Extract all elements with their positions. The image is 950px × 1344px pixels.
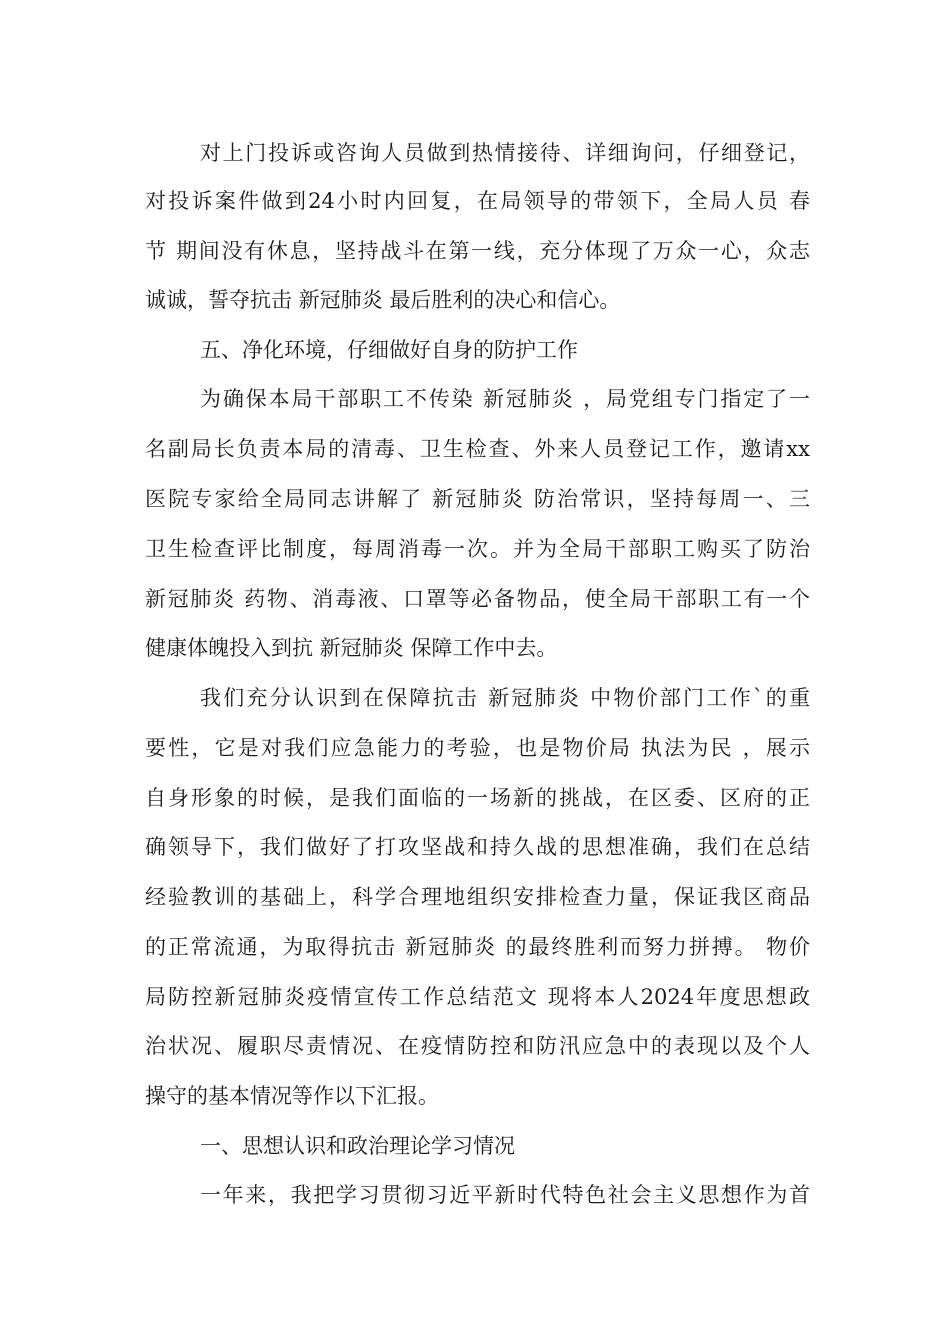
paragraph-line: 医院专家给全局同志讲解了 新冠肺炎 防治常识，坚持每周一、三	[145, 487, 810, 511]
paragraph-line: 治状况、履职尽责情况、在疫情防控和防汛应急中的表现以及个人	[145, 1034, 810, 1058]
paragraph-line: 经验教训的基础上，科学合理地组织安排检查力量，保证我区商品	[145, 885, 810, 909]
section-heading: 五、净化环境，仔细做好自身的防护工作	[200, 338, 578, 362]
paragraph-line: 要性，它是对我们应急能力的考验，也是物价局 执法为民 ，展示	[145, 736, 810, 760]
paragraph-line: 自身形象的时候，是我们面临的一场新的挑战，在区委、区府的正	[145, 786, 810, 810]
paragraph-line: 我们充分认识到在保障抗击 新冠肺炎 中物价部门工作`的重	[200, 686, 810, 710]
paragraph-line: 确领导下，我们做好了打攻坚战和持久战的思想准确，我们在总结	[145, 835, 810, 859]
paragraph-line: 对上门投诉或咨询人员做到热情接待、详细询问，仔细登记，	[200, 141, 810, 165]
paragraph-line: 节 期间没有休息，坚持战斗在第一线，充分体现了万众一心，众志	[145, 239, 810, 263]
paragraph-line: 名副局长负责本局的清毒、卫生检查、外来人员登记工作，邀请xx	[145, 437, 810, 461]
paragraph-line: 健康体魄投入到抗 新冠肺炎 保障工作中去。	[145, 636, 558, 660]
paragraph-line: 诚诚，誓夺抗击 新冠肺炎 最后胜利的决心和信心。	[145, 288, 621, 312]
paragraph-line: 操守的基本情况等作以下汇报。	[145, 1084, 439, 1108]
paragraph-line: 的正常流通，为取得抗击 新冠肺炎 的最终胜利而努力拼搏。 物价	[145, 935, 810, 959]
paragraph-line: 局防控新冠肺炎疫情宣传工作总结范文 现将本人2024年度思想政	[145, 985, 810, 1009]
paragraph-line: 卫生检查评比制度，每周消毒一次。并为全局干部职工购买了防治	[145, 537, 810, 561]
section-heading: 一、思想认识和政治理论学习情况	[200, 1134, 515, 1158]
paragraph-line: 对投诉案件做到24小时内回复，在局领导的带领下，全局人员 春	[145, 189, 810, 213]
paragraph-line: 为确保本局干部职工不传染 新冠肺炎 ，局党组专门指定了一	[200, 387, 810, 411]
paragraph-line: 新冠肺炎 药物、消毒液、口罩等必备物品，使全局干部职工有一个	[145, 587, 810, 611]
paragraph-line: 一年来，我把学习贯彻习近平新时代特色社会主义思想作为首	[200, 1183, 810, 1207]
